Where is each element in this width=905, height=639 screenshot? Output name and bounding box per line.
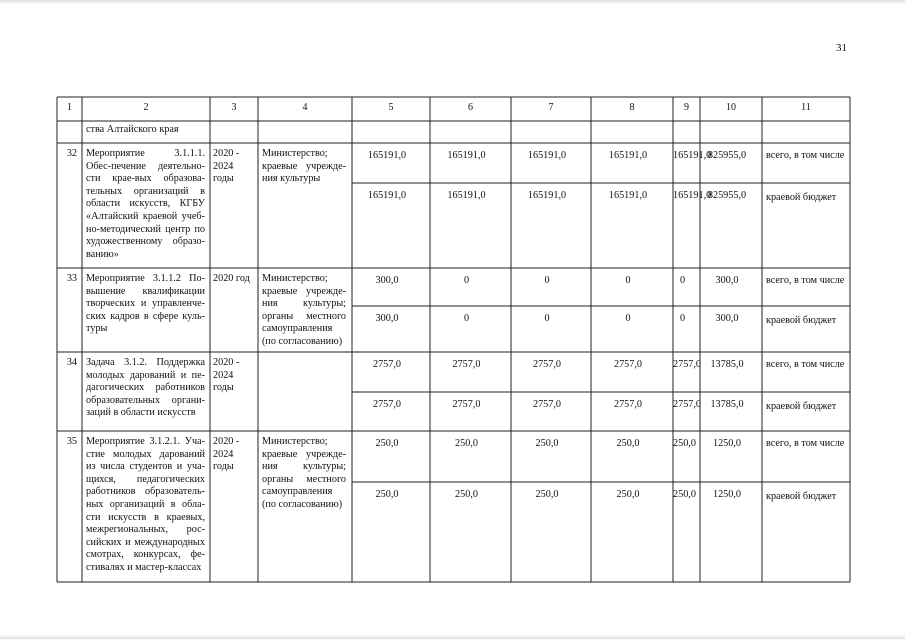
column-header-9: 9 xyxy=(684,102,689,113)
row-number: 34 xyxy=(66,357,77,368)
value-cell: 2757,0 xyxy=(372,399,401,410)
period: 2020 - 2024 годы xyxy=(213,436,240,473)
funding-source: краевой бюджет xyxy=(766,491,837,502)
page-number: 31 xyxy=(836,42,847,54)
period: 2020 год xyxy=(213,273,250,284)
column-header-6: 6 xyxy=(468,102,473,113)
row-number: 35 xyxy=(66,436,77,447)
funding-source: всего, в том числе xyxy=(766,438,845,449)
value-cell: 165191,0 xyxy=(608,150,648,161)
value-cell: 2757,0 xyxy=(452,399,481,410)
column-header-4: 4 xyxy=(302,102,308,113)
value-cell: 13785,0 xyxy=(710,359,744,370)
value-cell: 825955,0 xyxy=(707,150,747,161)
value-cell: 165191,0 xyxy=(367,150,407,161)
value-cell: 165191,0 xyxy=(673,190,712,201)
value-cell: 250,0 xyxy=(375,489,399,500)
value-cell: 825955,0 xyxy=(707,190,747,201)
value-cell: 1250,0 xyxy=(712,438,741,449)
value-cell: 250,0 xyxy=(673,438,696,449)
value-cell: 300,0 xyxy=(715,313,739,324)
column-header-2: 2 xyxy=(143,102,149,113)
column-header-5: 5 xyxy=(388,102,394,113)
period: 2020 - 2024 годы xyxy=(213,148,240,185)
value-cell: 0 xyxy=(679,313,686,324)
column-header-11: 11 xyxy=(801,102,811,113)
value-cell: 165191,0 xyxy=(608,190,648,201)
continuation-text: ства Алтайского края xyxy=(86,124,179,135)
value-cell: 0 xyxy=(463,275,470,286)
value-cell: 300,0 xyxy=(375,275,399,286)
value-cell: 250,0 xyxy=(375,438,399,449)
value-cell: 250,0 xyxy=(673,489,696,500)
funding-source: всего, в том числе xyxy=(766,275,845,286)
column-header-3: 3 xyxy=(231,102,237,113)
value-cell: 250,0 xyxy=(616,489,640,500)
value-cell: 250,0 xyxy=(455,489,478,500)
activity-name: Мероприятие 3.1.1.1. Обес-печение деятельно-сти крае-вых образова-тельных организаций в области искусств, КГБУ «Алтайский краевой учеб-но-методический центр по художественному образо-ванию» xyxy=(86,148,205,260)
activity-name: Мероприятие 3.1.1.2 По-вышение квалификации творческих и управленче-ских кадров в сфере куль-туры xyxy=(86,273,205,335)
value-cell: 13785,0 xyxy=(710,399,744,410)
column-header-1: 1 xyxy=(67,102,72,113)
executor: Министерство; краевые учрежде-ния культуры; органы местного самоуправления (по согласованию) xyxy=(262,436,346,510)
activity-name: Мероприятие 3.1.2.1. Уча-стие молодых дарований из числа студентов и уча-щихся, педагогических работников образователь-ных организаций в обла-сти искусств в краевых, межрегиональных, рос-сийских и международных смотрах, конкурсах, фе-стивалях и мастер-классах xyxy=(86,436,205,573)
value-cell: 1250,0 xyxy=(712,489,741,500)
value-cell: 165191,0 xyxy=(447,190,486,201)
value-cell: 165191,0 xyxy=(673,150,712,161)
value-cell: 2757,0 xyxy=(452,359,481,370)
value-cell: 250,0 xyxy=(455,438,478,449)
value-cell: 0 xyxy=(463,313,470,324)
value-cell: 2757,0 xyxy=(372,359,401,370)
value-cell: 250,0 xyxy=(616,438,640,449)
value-cell: 0 xyxy=(625,275,631,286)
funding-source: краевой бюджет xyxy=(766,401,837,412)
executor: Министерство; краевые учрежде-ния культуры; органы местного самоуправления (по согласованию) xyxy=(262,273,346,347)
value-cell: 0 xyxy=(625,313,631,324)
row-number: 33 xyxy=(66,273,77,284)
row-number: 32 xyxy=(66,148,77,159)
funding-source: всего, в том числе xyxy=(766,359,845,370)
value-cell: 250,0 xyxy=(535,438,559,449)
value-cell: 300,0 xyxy=(375,313,399,324)
period: 2020 - 2024 годы xyxy=(213,357,240,394)
value-cell: 250,0 xyxy=(535,489,559,500)
value-cell: 2757,0 xyxy=(532,399,561,410)
value-cell: 165191,0 xyxy=(447,150,486,161)
value-cell: 165191,0 xyxy=(527,150,567,161)
value-cell: 2757,0 xyxy=(613,399,642,410)
value-cell: 165191,0 xyxy=(367,190,407,201)
value-cell: 165191,0 xyxy=(527,190,567,201)
funding-source: краевой бюджет xyxy=(766,192,837,203)
value-cell: 0 xyxy=(544,275,550,286)
value-cell: 2757,0 xyxy=(532,359,561,370)
column-header-10: 10 xyxy=(726,102,736,113)
value-cell: 2757,0 xyxy=(673,359,702,370)
value-cell: 0 xyxy=(544,313,550,324)
funding-source: всего, в том числе xyxy=(766,150,845,161)
value-cell: 0 xyxy=(679,275,686,286)
activity-name: Задача 3.1.2. Поддержка молодых дарований и пе-дагогических работников образовательных органи-заций в области искусств xyxy=(86,357,205,419)
funding-source: краевой бюджет xyxy=(766,315,837,326)
column-header-8: 8 xyxy=(629,102,635,113)
value-cell: 2757,0 xyxy=(673,399,702,410)
executor: Министерство; краевые учрежде-ния культуры xyxy=(262,148,346,185)
value-cell: 300,0 xyxy=(715,275,739,286)
column-header-7: 7 xyxy=(548,102,554,113)
value-cell: 2757,0 xyxy=(613,359,642,370)
